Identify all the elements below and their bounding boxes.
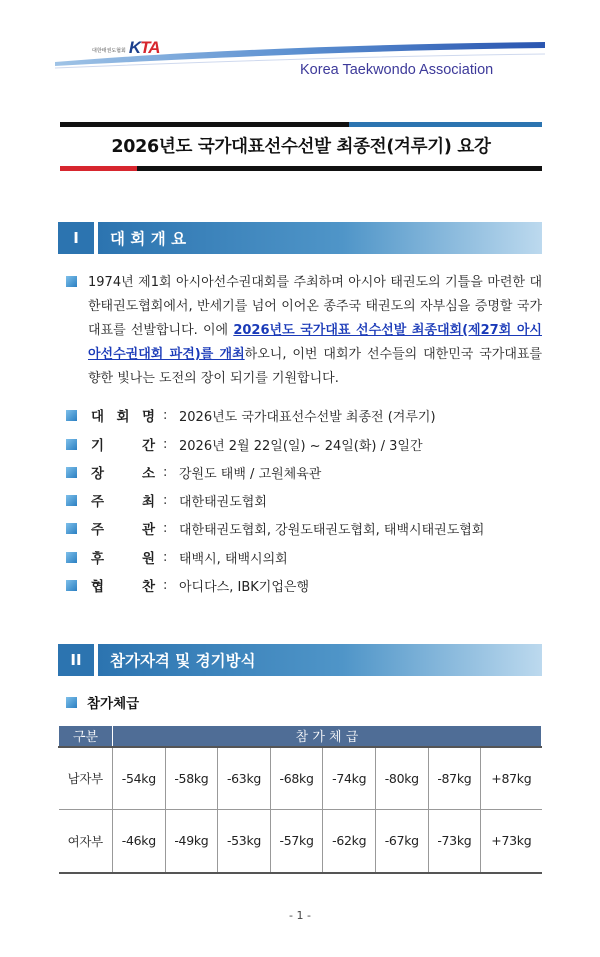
- table-cell-weight: -67kg: [375, 810, 428, 873]
- square-bullet-icon: [66, 439, 77, 450]
- title-top-bar-black: [60, 122, 349, 127]
- association-name: Korea Taekwondo Association: [300, 62, 494, 78]
- square-bullet-icon: [66, 580, 77, 591]
- square-bullet-icon: [66, 467, 77, 478]
- table-cell-weight: -54kg: [113, 747, 166, 810]
- intro-text-part2: 하오니, 이번 대회가 선수들의 대한민국 국가대표를 향한 빛나는 도전의 장이 되기를 기원합니다.: [88, 347, 543, 386]
- label-char: 관: [141, 522, 155, 538]
- kta-logo: [92, 38, 160, 58]
- table-cell-weight: -57kg: [270, 810, 323, 873]
- logo-korean-text: 대한태권도협회: [92, 48, 126, 54]
- table-row-women: [59, 810, 542, 873]
- table-cell-weight: -68kg: [270, 747, 323, 810]
- logo-letter-k: K: [128, 38, 141, 57]
- info-colon: :: [163, 464, 168, 480]
- page-header: [0, 0, 600, 100]
- info-row-event-name: [66, 405, 436, 425]
- label-char: 장: [91, 466, 105, 482]
- info-value-sponsor: 태백시, 태백시의회: [179, 551, 288, 567]
- square-bullet-icon: [66, 523, 77, 534]
- page-number: - 1 -: [289, 909, 311, 922]
- section-1-title: 대 회 개 요: [98, 222, 542, 254]
- table-cell-weight: -63kg: [218, 747, 271, 810]
- square-bullet-icon: [66, 495, 77, 506]
- subheading-text: 참가체급: [87, 696, 140, 712]
- title-bottom-bar-red: [60, 166, 137, 171]
- info-row-host: [66, 490, 267, 510]
- info-colon: :: [163, 549, 168, 565]
- section-2-number: II: [58, 644, 94, 676]
- title-bottom-bar-black: [137, 166, 542, 171]
- label-char: 회: [116, 409, 130, 425]
- info-label: [91, 462, 155, 482]
- label-char: 명: [141, 409, 155, 425]
- info-label: [91, 405, 155, 425]
- logo-letters-ta: TA: [140, 38, 160, 57]
- square-bullet-icon: [66, 552, 77, 563]
- section-2-header: [58, 644, 542, 676]
- logo-kta-text: [129, 38, 160, 58]
- intro-event-link[interactable]: 2026년도 국가대표 선수선발 최종대회(제27회 아시아선수권대회 파견)를 개최: [88, 323, 542, 362]
- table-cell-weight: -74kg: [323, 747, 376, 810]
- table-header-row: [59, 726, 542, 747]
- weight-class-table: [58, 725, 542, 874]
- label-char: 주: [91, 522, 105, 538]
- info-row-period: [66, 434, 423, 454]
- table-cell-weight: -87kg: [428, 747, 481, 810]
- square-bullet-icon: [66, 410, 77, 421]
- info-colon: :: [163, 407, 168, 423]
- table-cell-weight: -58kg: [165, 747, 218, 810]
- label-char: 주: [91, 494, 105, 510]
- label-char: 협: [91, 579, 105, 595]
- info-label: [91, 518, 155, 538]
- weight-class-subheading: [66, 692, 139, 712]
- section-2-title: 참가자격 및 경기방식: [98, 644, 542, 676]
- title-top-bar-blue: [349, 122, 542, 127]
- info-row-cosponsor: [66, 575, 309, 595]
- info-row-sponsor: [66, 547, 288, 567]
- intro-paragraph: [66, 271, 542, 391]
- info-row-venue: [66, 462, 321, 482]
- info-value-event-name: 2026년도 국가대표선수선발 최종전 (겨루기): [179, 409, 436, 425]
- table-cell-weight: +87kg: [481, 747, 542, 810]
- info-colon: :: [163, 436, 168, 452]
- title-bottom-bar: [60, 166, 542, 171]
- table-cell-kind: 남자부: [59, 747, 113, 810]
- info-label: [91, 434, 155, 454]
- table-cell-weight: -73kg: [428, 810, 481, 873]
- info-value-cosponsor: 아디다스, IBK기업은행: [179, 579, 310, 595]
- info-value-period: 2026년 2월 22일(일) ~ 24일(화) / 3일간: [179, 438, 423, 454]
- intro-text: [88, 271, 542, 391]
- table-cell-weight: +73kg: [481, 810, 542, 873]
- intro-text-part1: 1974년 제1회 아시아선수권대회를 주최하며 아시아 태권도의 기틀을 마련한 대한태권도협회에서, 반세기를 넘어 이어온 종주국 태권도의 자부심을 증명할 국가대표를 선발합니다. 이에: [88, 275, 542, 338]
- table-cell-weight: -80kg: [375, 747, 428, 810]
- label-char: 최: [141, 494, 155, 510]
- square-bullet-icon: [66, 276, 77, 287]
- document-title: 2026년도 국가대표선수선발 최종전(겨루기) 요강: [111, 137, 491, 157]
- info-colon: :: [163, 492, 168, 508]
- table-header-kind: 구분: [59, 726, 113, 747]
- label-char: 간: [141, 438, 155, 454]
- table-cell-weight: -49kg: [165, 810, 218, 873]
- section-1-header: [58, 222, 542, 254]
- table-header-weight: 참 가 체 급: [113, 726, 542, 747]
- label-char: 소: [141, 466, 155, 482]
- info-colon: :: [163, 520, 168, 536]
- label-char: 후: [91, 551, 105, 567]
- label-char: 기: [91, 438, 105, 454]
- section-1-number: I: [58, 222, 94, 254]
- square-bullet-icon: [66, 697, 77, 708]
- info-colon: :: [163, 577, 168, 593]
- info-label: [91, 547, 155, 567]
- table-cell-kind: 여자부: [59, 810, 113, 873]
- info-label: [91, 490, 155, 510]
- label-char: 대: [91, 409, 105, 425]
- info-value-organizer: 대한태권도협회, 강원도태권도협회, 태백시태권도협회: [179, 522, 485, 538]
- info-value-venue: 강원도 태백 / 고원체육관: [179, 466, 322, 482]
- label-char: 원: [141, 551, 155, 567]
- info-row-organizer: [66, 518, 484, 538]
- table-row-men: [59, 747, 542, 810]
- info-label: [91, 575, 155, 595]
- label-char: 찬: [141, 579, 155, 595]
- title-top-bar: [60, 122, 542, 127]
- info-value-host: 대한태권도협회: [179, 494, 267, 510]
- table-cell-weight: -62kg: [323, 810, 376, 873]
- table-cell-weight: -53kg: [218, 810, 271, 873]
- table-cell-weight: -46kg: [113, 810, 166, 873]
